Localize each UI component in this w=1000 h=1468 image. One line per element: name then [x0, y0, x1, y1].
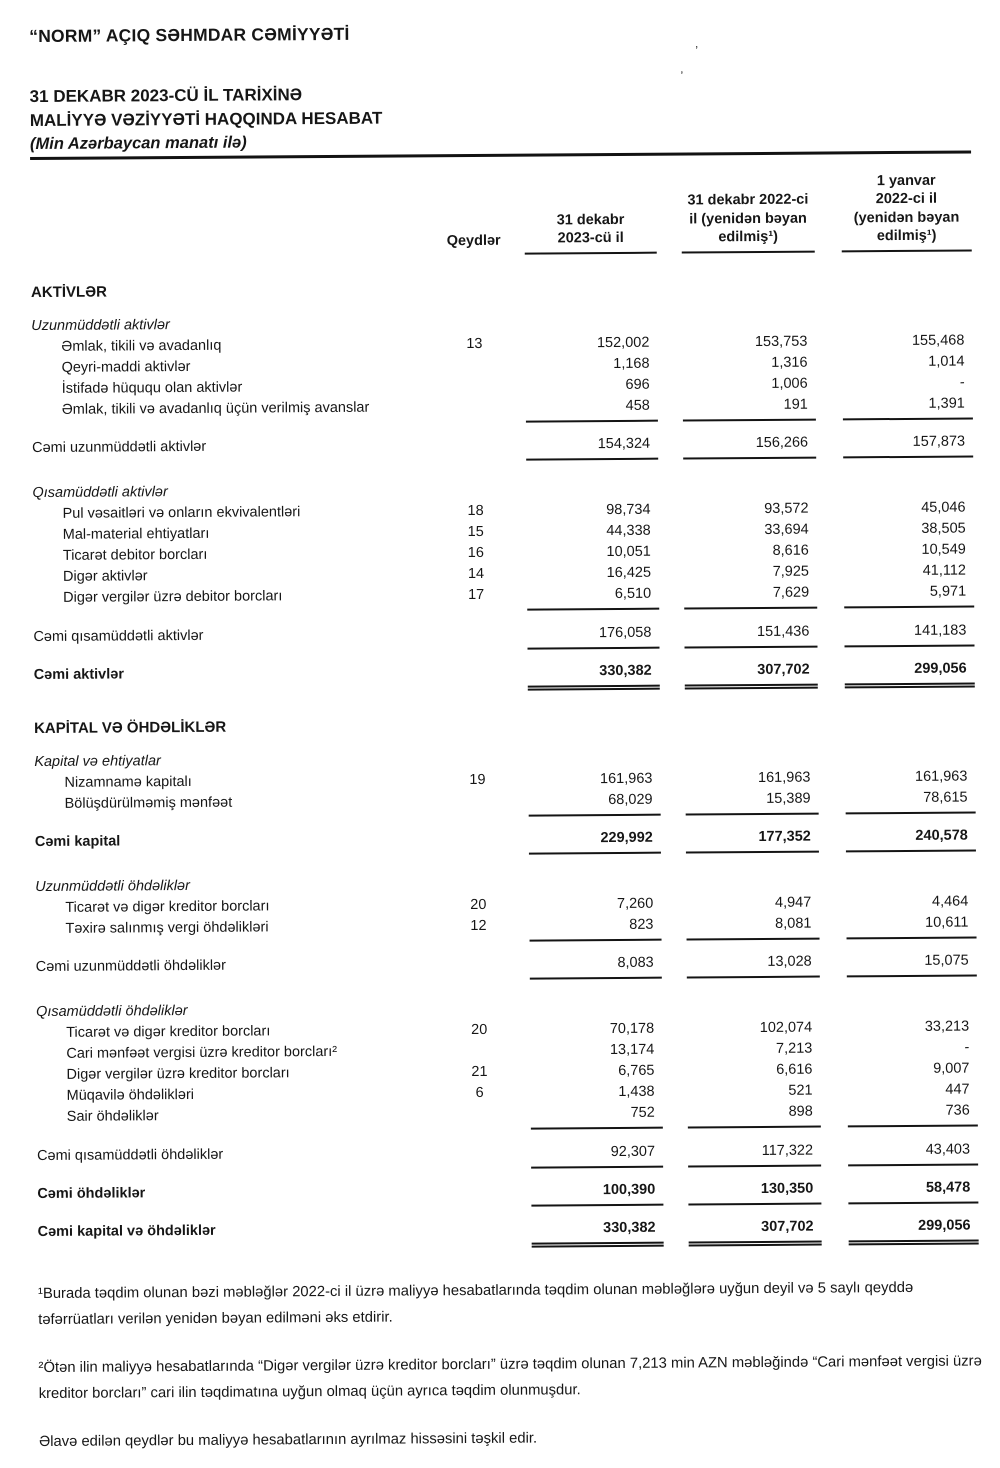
note-ref [438, 396, 512, 423]
note-ref [443, 1142, 517, 1169]
subsection-title: Qısamüddətli öhdəliklər [35, 1002, 188, 1020]
value-2023: 161,963 [599, 770, 653, 787]
value-jan-2022: 10,549 [921, 541, 966, 558]
value-2023: 68,029 [529, 789, 661, 816]
item-label: Əmlak, tikili və avadanlıq [61, 337, 222, 355]
grand-total-row [38, 1215, 979, 1251]
value-2023: 823 [529, 914, 661, 941]
section-header-row [34, 711, 975, 739]
total-row [32, 431, 973, 464]
note-ref: 13 [466, 335, 483, 352]
footnote-1: ¹Burada təqdim olunan bəzi məbləğlər 2022-ci il üzrə maliyyə hesabatlarında təqdim olunan məbləğlərə uyğun deyil və 5 saylı qeyddə təfərrüatları verilən yenidən bəyan edilməni əks etdirir. [37, 1279, 914, 1328]
item-label: Təxirə salınmış vergi öhdəlikləri [65, 918, 269, 937]
note-ref [438, 434, 512, 461]
total-row [33, 620, 974, 653]
item-label: Bölüşdürülməmiş mənfəət [64, 794, 233, 812]
line-item-row [35, 787, 976, 820]
value-jan-2022: 161,963 [914, 768, 968, 785]
value-2022: 7,629 [684, 582, 817, 609]
value-2022: 102,074 [759, 1019, 813, 1036]
value-2023: 1,168 [613, 355, 650, 372]
value-2023: 100,390 [531, 1179, 663, 1206]
value-jan-2022: 33,213 [924, 1018, 970, 1035]
subsection-title: Uzunmüddətli öhdəliklər [35, 877, 190, 895]
value-jan-2022: 38,505 [921, 520, 966, 537]
note-ref [441, 790, 515, 817]
value-jan-2022: 10,611 [846, 912, 976, 939]
item-label: Ticarət və digər kreditor borcları [66, 1022, 271, 1041]
line-item-row [35, 912, 976, 945]
value-jan-2022: 141,183 [844, 620, 974, 647]
total-row [37, 1139, 978, 1172]
value-2022: 1,006 [771, 375, 808, 392]
note-ref [442, 1040, 516, 1062]
value-2022: 153,753 [754, 333, 808, 350]
value-2023: 229,992 [529, 827, 661, 854]
note-ref: 15 [467, 523, 484, 540]
item-label: Digər aktivlər [62, 567, 148, 585]
value-jan-2022: 45,046 [921, 499, 966, 516]
section-title: AKTİVLƏR [30, 283, 107, 301]
col-header-jan-2022: 1 yanvar 2022-ci il (yenidən bəyan edilmiş¹) [841, 171, 972, 252]
subsection-title: Qısamüddətli aktivlər [32, 483, 168, 501]
item-label: Ticarət debitor borcları [62, 546, 208, 564]
subsection-title: Uzunmüddətli aktivlər [31, 316, 170, 334]
value-2022: 33,694 [764, 521, 809, 538]
value-jan-2022: - [964, 1039, 970, 1056]
value-2023: 10,051 [606, 543, 651, 560]
line-item-row [33, 581, 974, 614]
value-2022: 521 [788, 1082, 813, 1099]
value-jan-2022: 299,056 [848, 1215, 978, 1245]
value-2022: 8,616 [772, 542, 809, 559]
value-2022: 307,702 [685, 659, 818, 689]
value-2023: 330,382 [531, 1217, 663, 1247]
total-label: Cəmi kapital [34, 832, 121, 850]
total-row [36, 950, 977, 983]
note-ref [438, 375, 512, 397]
value-2023: 696 [625, 376, 650, 393]
note-ref: 20 [471, 1021, 488, 1038]
value-2023: 13,174 [609, 1041, 655, 1058]
value-2023: 176,058 [527, 622, 659, 649]
line-item-row [37, 1100, 978, 1133]
currency-note: (Min Azərbaycan manatı ilə) [29, 133, 247, 154]
closing-note: Əlavə edilən qeydlər bu maliyyə hesabatlarının ayrılmaz hissəsini təşkil edir. [38, 1430, 538, 1450]
section-header-row [31, 275, 972, 303]
report-name-line: MALİYYƏ VƏZİYYƏTİ HAQQINDA HESABAT [29, 108, 383, 131]
value-2022: 307,702 [688, 1216, 821, 1246]
value-jan-2022: 240,578 [846, 825, 976, 852]
value-2022: 898 [688, 1101, 821, 1128]
value-jan-2022: 736 [848, 1100, 978, 1127]
value-2022: 1,316 [771, 354, 808, 371]
value-2023: 98,734 [606, 501, 651, 518]
total-row [35, 825, 976, 858]
col-header-2022: 31 dekabr 2022-ci il (yenidən bəyan edilmiş¹) [681, 191, 814, 253]
value-2022: 13,028 [687, 951, 820, 978]
item-label: Digər vergilər üzrə kreditor borcları [66, 1064, 290, 1083]
value-2023: 70,178 [609, 1020, 655, 1037]
value-2023: 6,765 [618, 1062, 655, 1079]
value-2022: 117,322 [688, 1140, 821, 1167]
company-name: “NORM” AÇIQ SƏHMDAR CƏMİYYƏTİ [29, 23, 350, 47]
value-2023: 752 [531, 1102, 663, 1129]
value-2022: 7,213 [775, 1040, 813, 1057]
grand-total-row [34, 658, 975, 694]
value-2023: 330,382 [528, 660, 660, 690]
item-label: Cari mənfəət vergisi üzrə kreditor borcları² [66, 1043, 338, 1062]
value-2022: 161,963 [757, 769, 811, 786]
total-label: Cəmi öhdəliklər [37, 1184, 146, 1202]
item-label: Mal-material ehtiyatları [62, 525, 210, 543]
note-ref: 6 [475, 1084, 484, 1101]
value-2022: 15,389 [685, 788, 818, 815]
note-ref [441, 828, 515, 855]
note-ref [443, 1103, 517, 1130]
value-2023: 44,338 [606, 522, 651, 539]
value-jan-2022: 155,468 [911, 332, 965, 349]
item-label: Pul vəsaitləri və onların ekvivalentləri [62, 503, 301, 522]
value-jan-2022: 1,014 [928, 353, 965, 370]
value-2022: 191 [683, 394, 816, 421]
value-jan-2022: 5,971 [844, 581, 974, 608]
note-ref [442, 953, 516, 980]
table-header-row [30, 171, 972, 258]
value-2022: 151,436 [684, 621, 817, 648]
note-ref: 19 [469, 771, 486, 788]
scan-artifact: ‚ [680, 61, 684, 76]
total-label: Cəmi aktivlər [33, 665, 125, 683]
section-title: KAPİTAL VƏ ÖHDƏLİKLƏR [33, 718, 227, 737]
value-jan-2022: 157,873 [843, 431, 973, 458]
value-jan-2022: 447 [945, 1081, 970, 1098]
col-header-2023: 31 dekabr 2023-cü il [524, 210, 656, 254]
value-jan-2022: 43,403 [848, 1139, 978, 1166]
value-jan-2022: 299,056 [845, 658, 975, 688]
note-ref: 17 [468, 586, 485, 603]
value-jan-2022: 4,464 [931, 893, 969, 910]
total-label: Cəmi uzunmüddətli aktivlər [32, 438, 207, 456]
total-row [37, 1177, 978, 1210]
value-jan-2022: 41,112 [922, 562, 967, 579]
value-2022: 8,081 [686, 913, 819, 940]
value-2022: 177,352 [686, 826, 819, 853]
note-ref [439, 623, 513, 650]
item-label: Qeyri-maddi aktivlər [61, 358, 191, 376]
item-label: Sair öhdəliklər [66, 1107, 159, 1125]
value-2023: 1,438 [618, 1083, 655, 1100]
footnote-2: ²Ötən ilin maliyyə hesabatlarında “Digər vergilər üzrə kreditor borcları” üzrə təqdim olunan 7,213 min AZN məbləğində “Cari mənfəət vergisi üzrə kreditor borcları” cari ilin təqdimatına uyğun olmaq üçün ayrıca təqdim olunmuşdur. [38, 1352, 982, 1402]
note-ref: 21 [471, 1063, 488, 1080]
item-label: Əmlak, tikili və avadanlıq üçün verilmiş avanslar [61, 399, 370, 418]
note-ref [443, 1180, 517, 1207]
value-2023: 7,260 [616, 895, 654, 912]
item-label: Digər vergilər üzrə debitor borcları [63, 587, 283, 606]
value-2023: 16,425 [606, 564, 652, 581]
header-spacer [31, 255, 437, 258]
value-jan-2022: - [959, 374, 965, 391]
note-ref [440, 661, 514, 691]
value-jan-2022: 1,391 [843, 393, 973, 420]
total-label: Cəmi qısamüddətli aktivlər [33, 627, 204, 645]
value-2023: 92,307 [531, 1141, 663, 1168]
total-label: Cəmi kapital və öhdəliklər [37, 1222, 216, 1240]
note-ref: 18 [467, 502, 484, 519]
item-label: Nizamnamə kapitalı [64, 773, 192, 791]
note-ref [437, 354, 511, 376]
total-label: Cəmi uzunmüddətli öhdəliklər [35, 957, 226, 975]
note-ref: 16 [467, 544, 484, 561]
value-2023: 8,083 [530, 952, 662, 979]
value-2022: 4,947 [774, 894, 812, 911]
value-jan-2022: 15,075 [847, 950, 977, 977]
col-header-notes: Qeydlər [446, 232, 501, 250]
document-title [30, 78, 971, 133]
note-ref: 12 [470, 917, 487, 934]
note-ref: 14 [467, 565, 485, 582]
report-date-line: 31 DEKABR 2023-CÜ İL TARİXİNƏ [29, 85, 303, 107]
value-jan-2022: 9,007 [933, 1060, 970, 1077]
value-2022: 93,572 [764, 500, 809, 517]
value-2023: 154,324 [526, 433, 658, 460]
value-2023: 6,510 [527, 583, 659, 610]
total-label: Cəmi qısamüddətli öhdəliklər [36, 1146, 224, 1164]
subsection-title: Kapital və ehtiyatlar [34, 752, 161, 770]
value-2022: 156,266 [683, 432, 816, 459]
item-label: İstifadə hüququ olan aktivlər [61, 379, 243, 397]
value-2023: 458 [526, 395, 658, 422]
item-label: Müqavilə öhdəlikləri [66, 1086, 195, 1104]
value-2022: 7,925 [772, 563, 810, 580]
item-label: Ticarət və digər kreditor borcları [65, 897, 270, 916]
scan-artifact: ’ [695, 43, 699, 58]
value-jan-2022: 58,478 [848, 1177, 978, 1204]
value-2022: 6,616 [776, 1061, 813, 1078]
value-2022: 130,350 [688, 1178, 821, 1205]
note-ref: 20 [470, 896, 487, 913]
value-2023: 152,002 [596, 334, 650, 351]
value-jan-2022: 78,615 [845, 787, 975, 814]
line-item-row [32, 393, 973, 426]
note-ref [443, 1218, 517, 1248]
